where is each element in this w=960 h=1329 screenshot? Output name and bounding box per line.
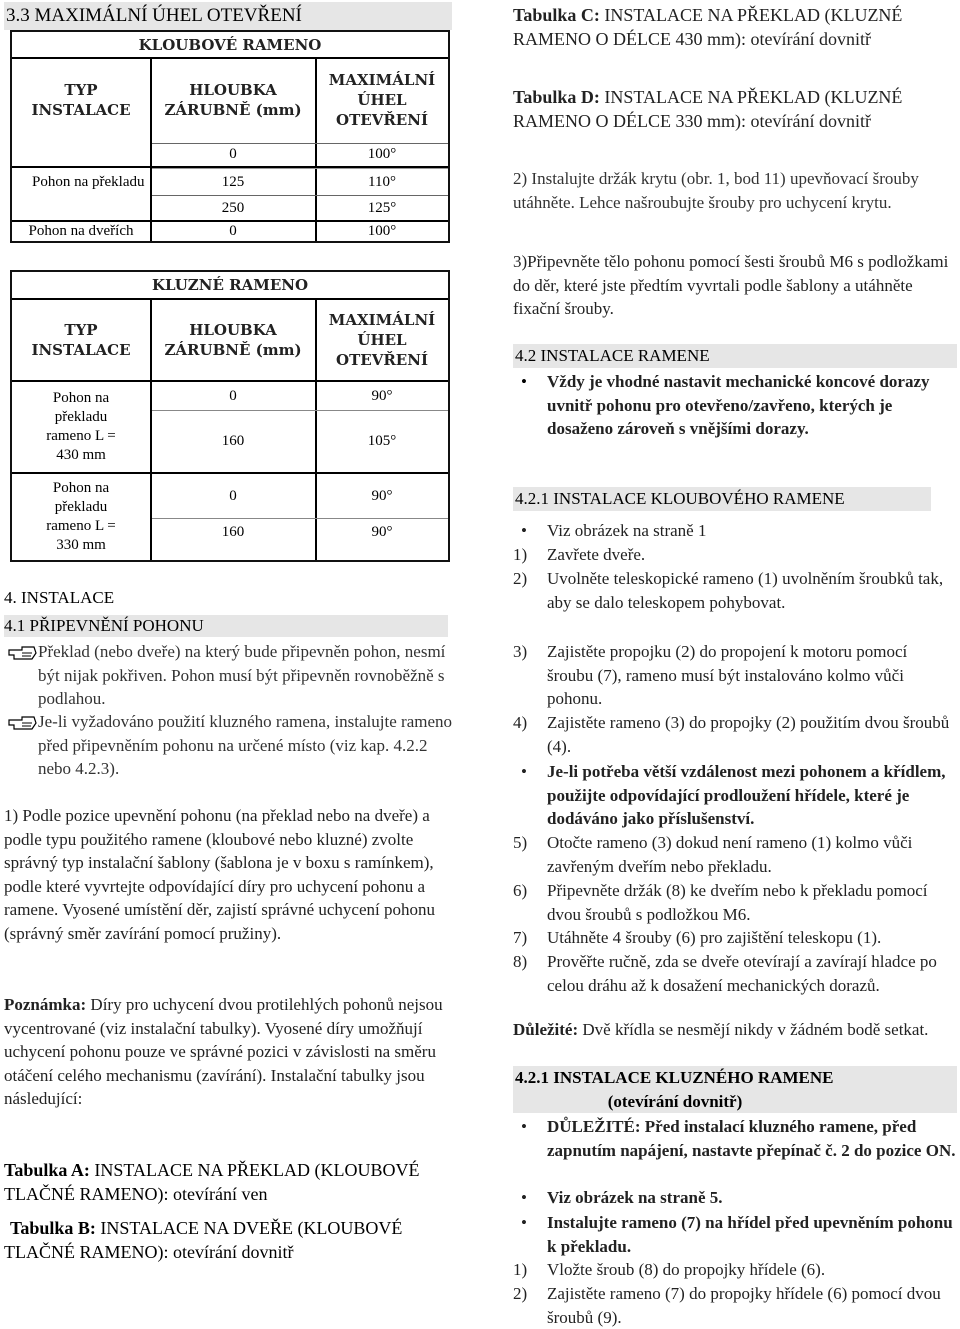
table-kloubove-rameno — [10, 30, 450, 243]
table2-angle-0: 90° — [371, 387, 393, 404]
table2-angle-3: 90° — [371, 523, 393, 540]
step-2: 2) Instalujte držák krytu (obr. 1, bod 11) upevňovací šrouby utáhněte. Lehce našroubujte šrouby pro uchycení krytu. — [513, 169, 919, 212]
bullet-icon: • — [521, 1188, 527, 1207]
pointing-hand-icon-2 — [8, 714, 40, 728]
k-step-5: Otočte rameno (3) dokud není rameno (1) kolmo vůči zavřeným dveřím nebo překladu. — [547, 833, 913, 876]
table2-row-label-330: Pohon na překladu rameno L = 330 mm — [46, 480, 116, 553]
important-label: Důležité: — [513, 1020, 579, 1039]
table1-depth-0: 0 — [229, 146, 237, 162]
table2-row-label-430: Pohon na překladu rameno L = 430 mm — [46, 390, 116, 463]
bullet-4-2: Vždy je vhodné nastavit mechanické koncové dorazy uvnitř pohonu pro otevřeno/zavřeno, kterých je dosaženo zároveň s vnějšími dorazy. — [547, 372, 930, 439]
table1-depth-1: 125 — [221, 173, 245, 190]
table-c-label: Tabulka C: — [513, 5, 600, 25]
table-c-text: INSTALACE NA PŘEKLAD (KLUZNÉ RAMENO O DÉLCE 430 mm): otevírání dovnitř — [513, 5, 903, 49]
k-step-8: Prověřte ručně, zda se dveře otevírají a zavírají hladce po celou dráhu až k dosažení mechanických dorazů. — [547, 952, 937, 995]
table1-title: KLOUBOVÉ RAMENO — [138, 35, 322, 54]
table1-angle-0: 100° — [367, 146, 397, 162]
table1-row-label-door: Pohon na dveřích — [28, 222, 134, 239]
step-3: 3)Připevněte tělo pohonu pomocí šesti šroubů M6 s podložkami do děr, které jste předtím vyvrtali podle šablony a utáhněte fixační šrouby. — [513, 252, 949, 319]
table1-angle-3: 100° — [367, 222, 397, 239]
important-text: Dvě křídla se nesmějí nikdy v žádném bodě setkat. — [578, 1020, 929, 1039]
bullet-icon: • — [521, 1213, 527, 1232]
heading-4: 4. INSTALACE — [4, 588, 115, 607]
table-b-label: Tabulka B: — [10, 1218, 96, 1238]
heading-sliding-arm-line1: 4.2.1 INSTALACE KLUZNÉHO RAMENE — [515, 1068, 834, 1087]
table-c-caption — [513, 4, 957, 51]
bullet-icon: • — [521, 372, 527, 391]
s-bullet-2: Viz obrázek na straně 5. — [547, 1188, 723, 1207]
table1-header-angle: MAXIMÁLNÍ ÚHEL OTEVŘENÍ — [328, 71, 436, 129]
table1-angle-1: 110° — [368, 173, 396, 190]
table-a-caption — [4, 1158, 452, 1206]
s-num-1: 1) — [513, 1260, 528, 1279]
table1-header-type: TYP INSTALACE — [31, 81, 131, 119]
k-num-4: 4) — [513, 713, 528, 732]
table-b-caption — [4, 1216, 452, 1264]
section-heading-3-3: 3.3 MAXIMÁLNÍ ÚHEL OTEVŘENÍ — [4, 2, 452, 30]
para-step-1: 1) Podle pozice upevnění pohonu (na překlad nebo na dveře) a podle typu použitého ramene (kloubové nebo kluzné) zvolte správný typ instalační šablony (šablona je v boxu s ramínkem), podle které vyvrtejte odpovídající díry pro uchycení pohonu a ramene. Vyosené umístění děr, zajistí správné uchycení pohonu (správný směr zavírání pomocí pružiny). — [4, 806, 435, 943]
table2-header-angle: MAXIMÁLNÍ ÚHEL OTEVŘENÍ — [328, 311, 436, 369]
table2-depth-1: 160 — [221, 432, 245, 449]
s-bullet-1: DŮLEŽITÉ: Před instalací kluzného ramene, před zapnutím napájení, nastavte přepínač č. 2 do pozice ON. — [547, 1117, 956, 1160]
table-d-caption — [513, 86, 957, 133]
table2-header-type: TYP INSTALACE — [31, 321, 131, 359]
k-step-3: Zajistěte propojku (2) do propojení k motoru pomocí šroubu (7), rameno musí být instalováno kolmo vůči pohonu. — [547, 642, 908, 709]
k-num-2: 2) — [513, 569, 528, 588]
table1-header-depth: HLOUBKA ZÁRUBNĚ (mm) — [164, 81, 302, 119]
heading-sliding-arm-line2: (otevírání dovnitř) — [607, 1091, 743, 1111]
hint-1: Překlad (nebo dveře) na který bude připevněn pohon, nesmí být nijak pokřiven. Pohon musí být připevněn rovnoběžně s podlahou. — [38, 642, 446, 709]
table2-depth-0: 0 — [229, 387, 237, 404]
k-step-1: Zavřete dveře. — [547, 545, 646, 564]
table2-angle-2: 90° — [371, 487, 393, 504]
hint-2: Je-li vyžadováno použití kluzného ramena, instalujte rameno před připevněním pohonu na určené místo (viz kap. 4.2.2 nebo 4.2.3). — [38, 712, 453, 779]
table-a-text: INSTALACE NA PŘEKLAD (KLOUBOVÉ TLAČNÉ RAMENO): otevírání ven — [4, 1160, 420, 1204]
important-note — [513, 1018, 957, 1042]
table1-depth-2: 250 — [221, 199, 245, 216]
bullet-icon: • — [521, 521, 527, 540]
k-num-5: 5) — [513, 833, 528, 852]
k-bullet-2: Je-li potřeba větší vzdálenost mezi pohonem a křídlem, použijte odpovídající prodloužení hřídele, které je dodáváno jako příslušenství. — [547, 762, 946, 829]
table2-depth-3: 160 — [221, 523, 245, 540]
k-num-6: 6) — [513, 881, 528, 900]
table1-row-label-lintel: Pohon na překladu — [32, 173, 145, 190]
table-d-label: Tabulka D: — [513, 87, 600, 107]
heading-4-2: 4.2 INSTALACE RAMENE — [513, 344, 957, 368]
k-step-7: Utáhněte 4 šrouby (6) pro zajištění teleskopu (1). — [547, 928, 882, 947]
table1-depth-3: 0 — [229, 222, 237, 239]
heading-sliding-arm — [513, 1066, 957, 1113]
bullet-icon: • — [521, 762, 527, 781]
table-d-text: INSTALACE NA PŘEKLAD (KLUZNÉ RAMENO O DÉLCE 330 mm): otevírání dovnitř — [513, 87, 903, 131]
table2-angle-1: 105° — [367, 432, 397, 449]
k-num-3: 3) — [513, 642, 528, 661]
bullet-icon: • — [521, 1117, 527, 1136]
note-paragraph — [4, 993, 452, 1111]
k-num-8: 8) — [513, 952, 528, 971]
s-step-2: Zajistěte rameno (7) do propojky hřídele (6) pomocí dvou šroubů (9). — [547, 1284, 941, 1327]
k-step-2: Uvolněte teleskopické rameno (1) uvolněním šroubků tak, aby se dalo teleskopem pohybovat. — [547, 569, 944, 612]
k-num-1: 1) — [513, 545, 528, 564]
table-kluzne-rameno — [10, 270, 450, 562]
s-num-2: 2) — [513, 1284, 528, 1303]
table2-header-depth: HLOUBKA ZÁRUBNĚ (mm) — [164, 321, 302, 359]
k-step-6: Připevněte držák (8) ke dveřím nebo k překladu pomocí dvou šroubů s podložkou M6. — [547, 881, 928, 924]
table2-depth-2: 0 — [229, 487, 237, 504]
s-step-1: Vložte šroub (8) do propojky hřídele (6). — [547, 1260, 826, 1279]
heading-4-1: 4.1 PŘIPEVNĚNÍ POHONU — [4, 615, 448, 637]
k-step-4: Zajistěte rameno (3) do propojky (2) použitím dvou šroubů (4). — [547, 713, 950, 756]
note-text: Díry pro uchycení dvou protilehlých pohonů nejsou vycentrované (viz instalační tabulky). Vyosené díry umožňují uchycení pohonu pouze ve správné pozici v závislosti na směru otáčení celého mechanismu (zavírání). Instalační tabulky jsou následující: — [4, 995, 443, 1109]
heading-4-2-1: 4.2.1 INSTALACE KLOUBOVÉHO RAMENE — [513, 487, 931, 511]
k-bullet-1: Viz obrázek na straně 1 — [547, 521, 707, 540]
s-bullet-3: Instalujte rameno (7) na hřídel před upevněním pohonu k překladu. — [547, 1213, 953, 1256]
table-b-text: INSTALACE NA DVEŘE (KLOUBOVÉ TLAČNÉ RAMENO): otevírání dovnitř — [4, 1218, 403, 1262]
k-num-7: 7) — [513, 928, 528, 947]
table-a-label: Tabulka A: — [4, 1160, 90, 1180]
table2-title: KLUZNÉ RAMENO — [151, 276, 309, 294]
table1-angle-2: 125° — [367, 199, 397, 216]
note-label: Poznámka: — [4, 995, 87, 1014]
